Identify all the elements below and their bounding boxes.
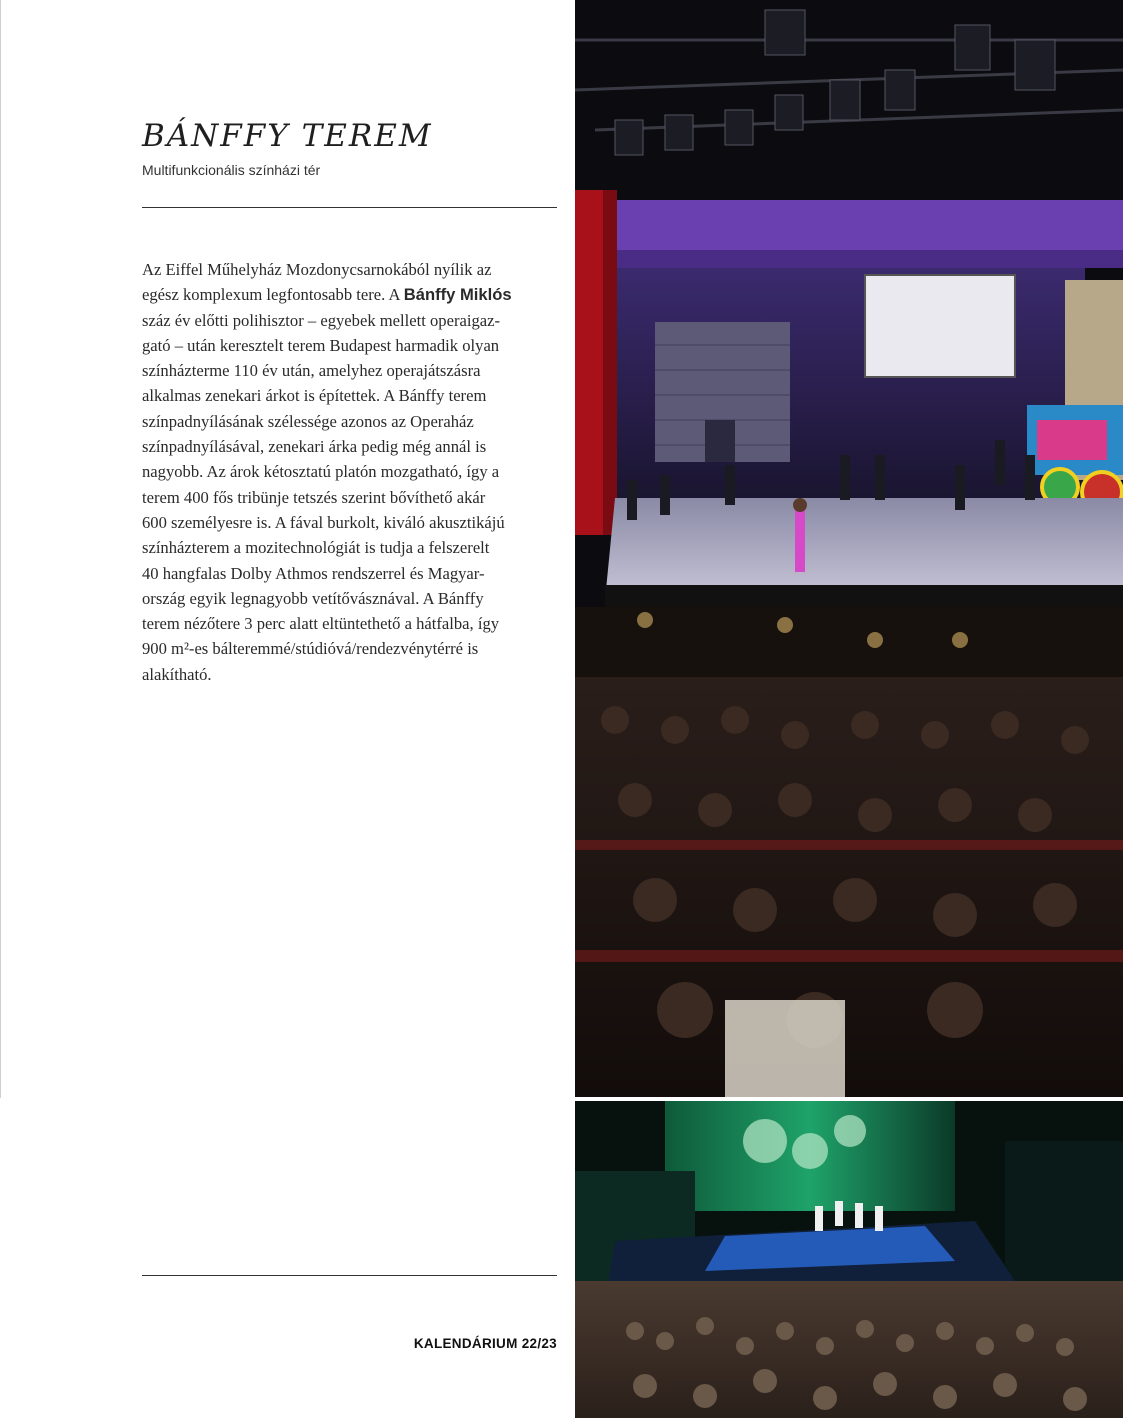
- body-line: terem 400 fős tribünje tetszés szerint bővíthető akár: [142, 487, 486, 507]
- body-line: színházterme 110 év után, amelyhez operajátszásra: [142, 361, 481, 381]
- body-line: színpadnyílásával, zenekari árka pedig még annál is: [142, 437, 487, 457]
- body-line: terem nézőtere 3 perc alatt eltüntethető a hátfalba, így: [142, 614, 500, 634]
- bottom-divider: [142, 1275, 557, 1276]
- page-subtitle: Multifunkcionális színházi tér: [142, 162, 321, 178]
- body-line: színházterem a mozitechnológiát is tudja a felszerelt: [142, 538, 490, 558]
- body-line: Az Eiffel Műhelyház Mozdonycsarnokából nyílik az: [142, 260, 492, 279]
- body-line: nagyobb. Az árok kétosztatú platón mozgatható, így a: [142, 462, 500, 482]
- body-line: 600 személyesre is. A fával burkolt, kiváló akusztikájú: [142, 512, 505, 532]
- body-line: alkalmas zenekari árkot is építettek. A Bánffy terem: [142, 386, 487, 406]
- body-line: színpadnyílásának szélessége azonos az Operaház: [142, 411, 474, 431]
- body-line: alakítható.: [142, 664, 212, 684]
- highlighted-name: Bánffy Miklós: [403, 285, 512, 305]
- body-line: ország egyik legnagyobb vetítővásznával. A Bánffy: [142, 588, 484, 608]
- text-column: [142, 0, 557, 1418]
- concert-hall-photo: [575, 1101, 1123, 1418]
- theater-stage-photo: [575, 0, 1123, 1097]
- body-line: száz év előtti polihisztor – egyebek mellett operaigaz-: [142, 310, 501, 330]
- body-paragraph: [142, 257, 557, 687]
- footer-label: KALENDÁRIUM 22/23: [413, 1336, 557, 1351]
- body-line: [142, 282, 557, 307]
- top-divider: [142, 207, 557, 208]
- body-line-text: egész komplexum legfontosabb tere. A: [142, 285, 404, 305]
- body-line: gató – után keresztelt terem Budapest harmadik olyan: [142, 335, 500, 355]
- page-edge-line: [0, 0, 1, 1098]
- body-line: 900 m²-es bálteremmé/stúdióvá/rendezvénytérré is: [142, 639, 479, 659]
- page-title: BÁNFFY TEREM: [142, 118, 433, 154]
- body-line: 40 hangfalas Dolby Athmos rendszerrel és Magyar-: [142, 563, 485, 583]
